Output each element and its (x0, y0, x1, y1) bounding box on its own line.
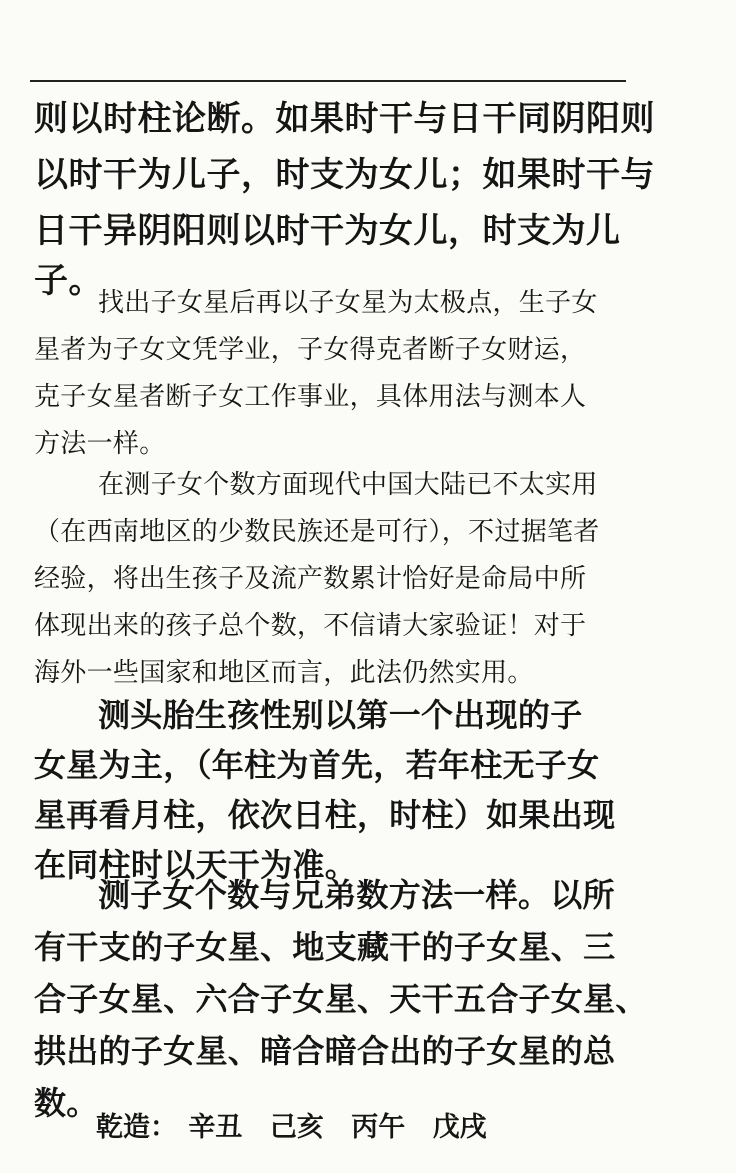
paragraph-1-line: 则以时柱论断。如果时干与日干同阴阳则 (34, 99, 655, 139)
paragraph-3-line: 经验，将出生孩子及流产数累计恰好是命局中所 (34, 564, 587, 594)
paragraph-1-line: 日干异阴阳则以时干为女儿，时支为儿 (34, 211, 621, 251)
paragraph-3-line: （在西南地区的少数民族还是可行），不过据笔者 (34, 517, 600, 547)
chart-pillar-month: 己亥 (269, 1112, 324, 1143)
paragraph-2-line: 星者为子女文凭学业，子女得克者断子女财运， (34, 335, 587, 365)
paragraph-1-line: 子。 (34, 261, 103, 301)
chart-label: 乾造： (96, 1112, 177, 1143)
paragraph-5-line: 合子女星、六合子女星、天干五合子女星、 (34, 980, 648, 1018)
paragraph-5-line: 拱出的子女星、暗合暗合出的子女星的总 (34, 1032, 616, 1070)
paragraph-2-line: 方法一样。 (34, 429, 166, 459)
paragraph-2-line: 克子女星者断子女工作事业，具体用法与测本人 (34, 382, 587, 412)
paragraph-3-line: 在测子女个数方面现代中国大陆已不太实用 (98, 470, 598, 500)
paragraph-1 (34, 96, 674, 304)
paragraph-4-line: 女星为主，（年柱为首先，若年柱无子女 (34, 746, 600, 784)
paragraph-4-line: 在同柱时以天干为准。 (34, 846, 358, 884)
paragraph-5 (34, 872, 674, 1126)
paragraph-1-line: 以时干为儿子，时支为女儿；如果时干与 (34, 155, 655, 195)
birth-chart (96, 1108, 505, 1148)
top-rule (30, 80, 626, 82)
chart-pillar-day: 丙午 (351, 1112, 406, 1143)
paragraph-4-line: 测头胎生孩性别以第一个出现的子 (98, 696, 583, 734)
paragraph-2 (34, 280, 674, 468)
paragraph-5-line: 有干支的子女星、地支藏干的子女星、三 (34, 928, 616, 966)
paragraph-4 (34, 692, 674, 888)
paragraph-4-line: 星再看月柱，依次日柱，时柱）如果出现 (34, 796, 616, 834)
chart-pillar-hour: 戊戌 (432, 1112, 487, 1143)
paragraph-3-line: 海外一些国家和地区而言，此法仍然实用。 (34, 658, 534, 688)
paragraph-5-line: 测子女个数与兄弟数方法一样。以所 (98, 876, 615, 914)
paragraph-3 (34, 462, 674, 697)
chart-pillar-year: 辛丑 (188, 1112, 243, 1143)
paragraph-3-line: 体现出来的孩子总个数，不信请大家验证！对于 (34, 611, 587, 641)
paragraph-2-line: 找出子女星后再以子女星为太极点，生子女 (98, 288, 598, 318)
paragraph-5-line: 数。 (34, 1084, 99, 1122)
